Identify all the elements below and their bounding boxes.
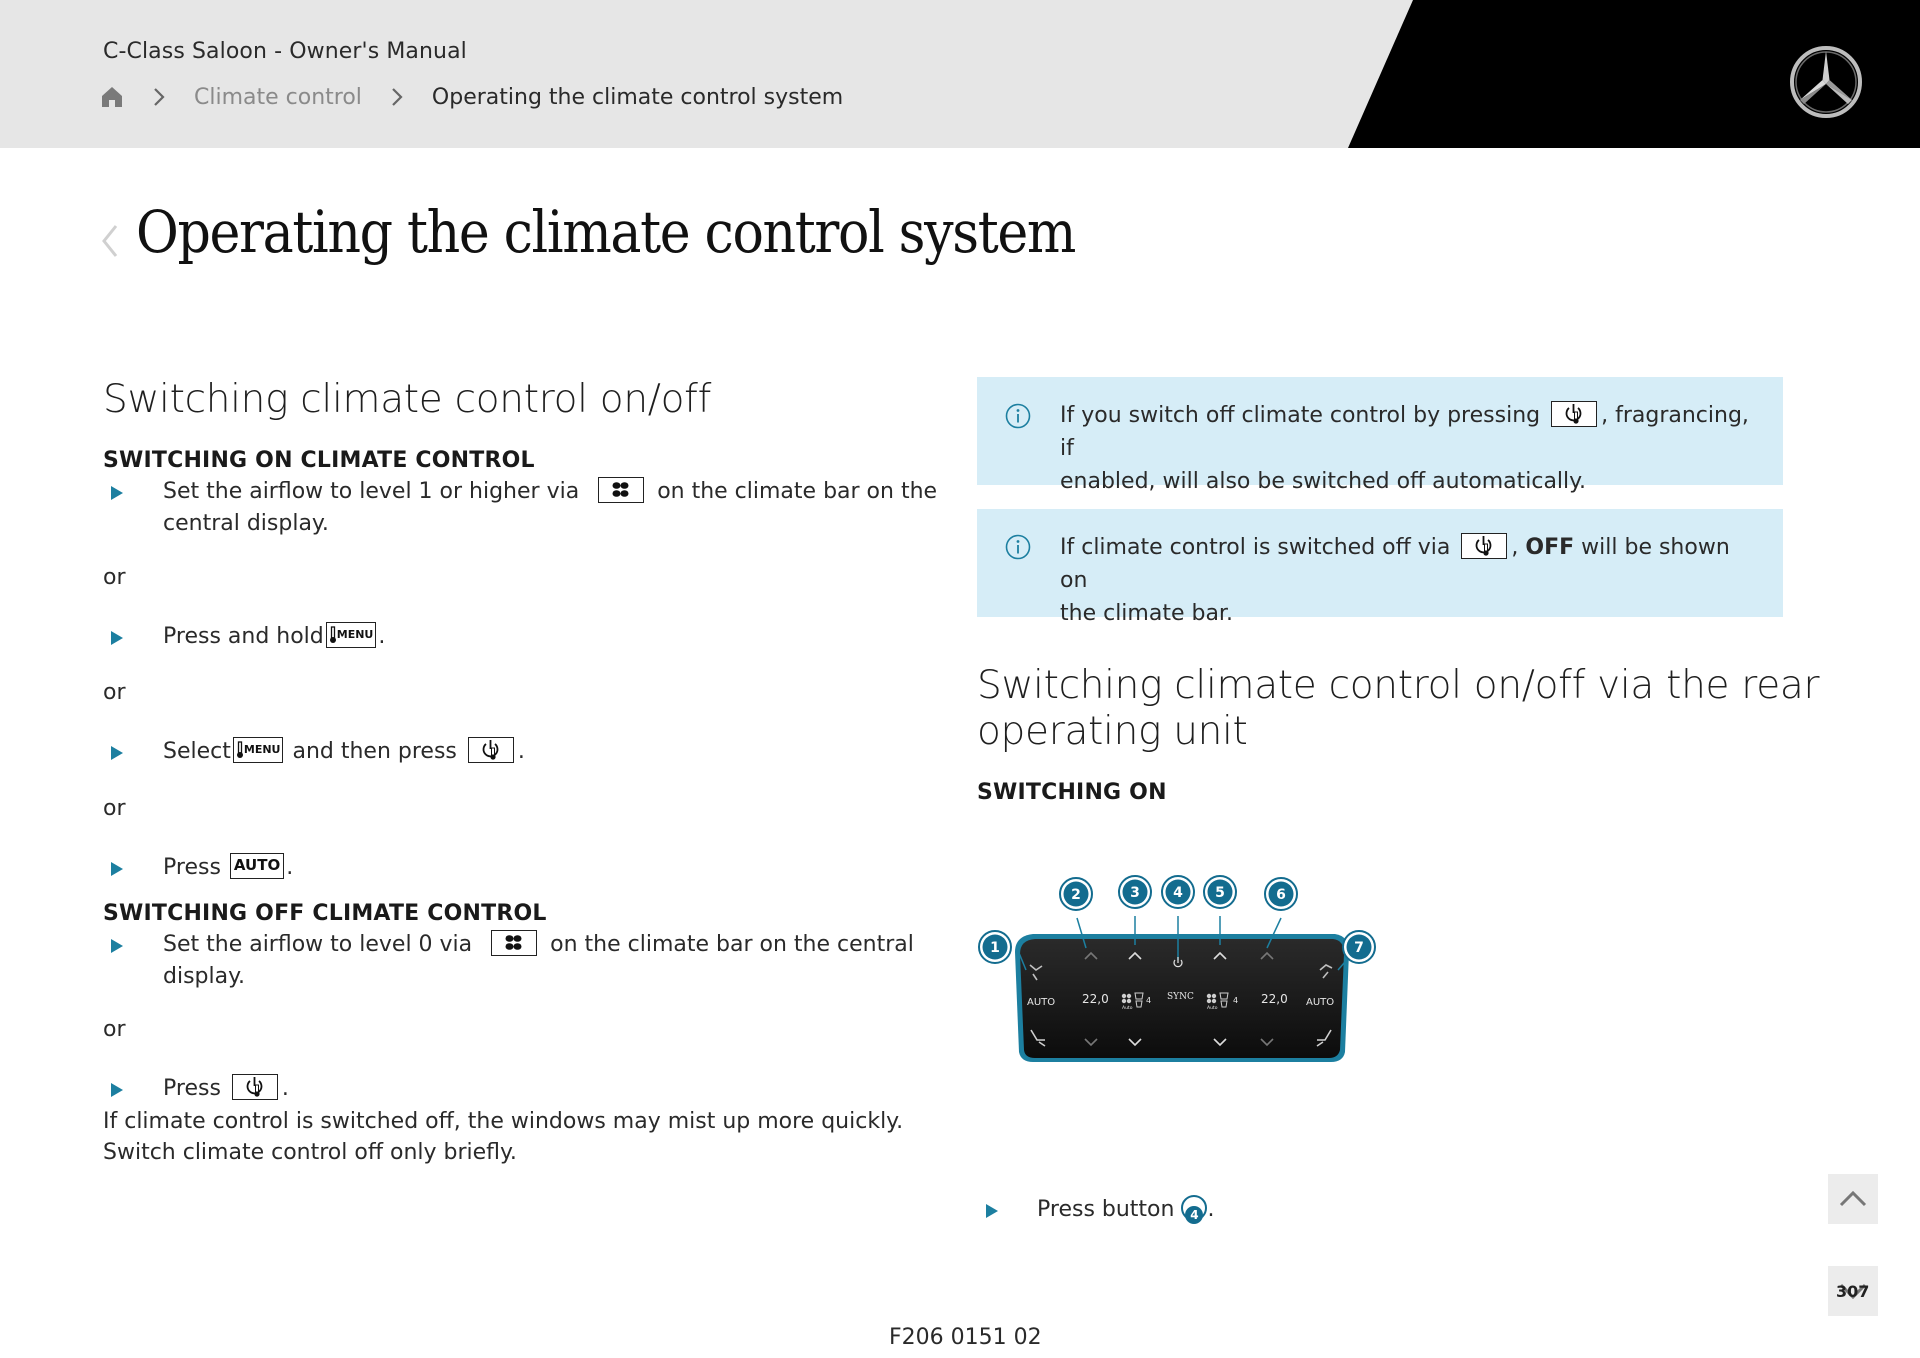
subheading-rear-switching-on: SWITCHING ON	[977, 780, 1167, 805]
step-on-1: Set the airflow to level 1 or higher via on the climate bar on the central display.	[163, 479, 938, 536]
info-text-fragrancing: If you switch off climate control by pressing , fragrancing, if enabled, will also be switched off automatically.	[1060, 403, 1749, 494]
svg-text:7: 7	[1354, 940, 1364, 956]
step-off-1: Set the airflow to level 0 via on the climate bar on the central display.	[163, 932, 914, 989]
rear-operating-unit-diagram	[975, 870, 1385, 1070]
info-icon	[1005, 403, 1031, 429]
fan-button-icon	[598, 477, 644, 503]
breadcrumb-link-climate-control[interactable]: Climate control	[194, 84, 362, 110]
svg-text:1: 1	[990, 940, 1000, 956]
chevron-up-icon	[1828, 1174, 1878, 1224]
callout-7	[1343, 931, 1375, 963]
climate-power-button-icon	[468, 737, 514, 763]
info-icon	[1005, 534, 1031, 560]
callout-2	[1060, 878, 1092, 910]
svg-text:2: 2	[1071, 887, 1081, 903]
bullet-arrow-icon	[110, 485, 124, 501]
fan-auto-right: Auto	[1207, 1006, 1218, 1011]
fan-level-right: 4	[1233, 996, 1239, 1005]
temp-left-label: 22,0	[1082, 992, 1109, 1006]
step-off-2: Press .	[163, 1076, 289, 1101]
step-on-2: Press and hold MENU .	[163, 624, 386, 649]
climate-menu-button-icon: MENU	[233, 737, 284, 763]
or-separator: or	[103, 1017, 126, 1042]
or-separator: or	[103, 565, 126, 590]
step-on-4: Press AUTO .	[163, 855, 294, 880]
callout-4	[1162, 876, 1194, 908]
or-separator: or	[103, 796, 126, 821]
bullet-arrow-icon	[110, 630, 124, 646]
page-title: Operating the climate control system	[136, 198, 1076, 266]
auto-left-label: AUTO	[1027, 997, 1056, 1008]
step-rear-on: Press button 4 .	[1037, 1197, 1215, 1222]
back-chevron-icon[interactable]	[100, 222, 120, 260]
callout-6	[1265, 878, 1297, 910]
temp-right-label: 22,0	[1261, 992, 1288, 1006]
rear-unit-svg	[975, 870, 1385, 1070]
climate-power-button-icon	[1461, 533, 1507, 559]
header-black-panel	[0, 0, 1920, 148]
callout-5	[1204, 876, 1236, 908]
note-mist-warning: If climate control is switched off, the windows may mist up more quickly. Switch climate control off only briefly.	[103, 1109, 904, 1165]
doc-title: C-Class Saloon - Owner's Manual	[103, 39, 467, 64]
subheading-switching-off: SWITCHING OFF CLIMATE CONTROL	[103, 901, 547, 926]
callout-1	[979, 931, 1011, 963]
scroll-up-button[interactable]	[1828, 1174, 1878, 1224]
bullet-arrow-icon	[110, 938, 124, 954]
chevron-right-icon	[152, 86, 166, 108]
auto-button-icon: AUTO	[230, 853, 284, 879]
svg-text:3: 3	[1130, 885, 1140, 901]
off-keyword: OFF	[1525, 535, 1575, 560]
section-heading-rear-unit: Switching climate control on/off via the rear operating unit	[977, 663, 1820, 754]
fan-auto-left: Auto	[1122, 1006, 1133, 1011]
svg-text:4: 4	[1173, 885, 1183, 901]
auto-right-label: AUTO	[1306, 997, 1335, 1008]
page-number: 307	[1836, 1282, 1870, 1301]
climate-menu-button-icon: MENU	[326, 622, 377, 648]
header	[0, 0, 1920, 148]
fan-button-icon	[491, 930, 537, 956]
climate-power-button-icon	[232, 1074, 278, 1100]
mercedes-star-logo	[1788, 44, 1864, 120]
info-text-off-shown: If climate control is switched off via , OFF will be shown on the climate bar.	[1060, 535, 1730, 626]
svg-text:5: 5	[1215, 885, 1225, 901]
subheading-switching-on: SWITCHING ON CLIMATE CONTROL	[103, 448, 535, 473]
or-separator: or	[103, 680, 126, 705]
fan-level-left: 4	[1146, 996, 1152, 1005]
step-on-3: Select MENU and then press .	[163, 739, 525, 764]
sync-label: SYNC	[1167, 992, 1194, 1002]
callout-3	[1119, 876, 1151, 908]
bullet-arrow-icon	[110, 861, 124, 877]
bullet-arrow-icon	[110, 1082, 124, 1098]
chevron-right-icon	[390, 86, 404, 108]
bullet-arrow-icon	[985, 1203, 999, 1219]
section-heading-on-off: Switching climate control on/off	[103, 377, 712, 422]
bullet-arrow-icon	[110, 745, 124, 761]
breadcrumb-current: Operating the climate control system	[431, 84, 844, 110]
callout-badge-4: 4	[1181, 1195, 1207, 1221]
breadcrumb	[100, 82, 843, 112]
home-icon[interactable]	[100, 85, 124, 109]
figure-code: F206 0151 02	[889, 1325, 1042, 1350]
svg-text:6: 6	[1276, 887, 1286, 903]
climate-power-button-icon	[1551, 401, 1597, 427]
